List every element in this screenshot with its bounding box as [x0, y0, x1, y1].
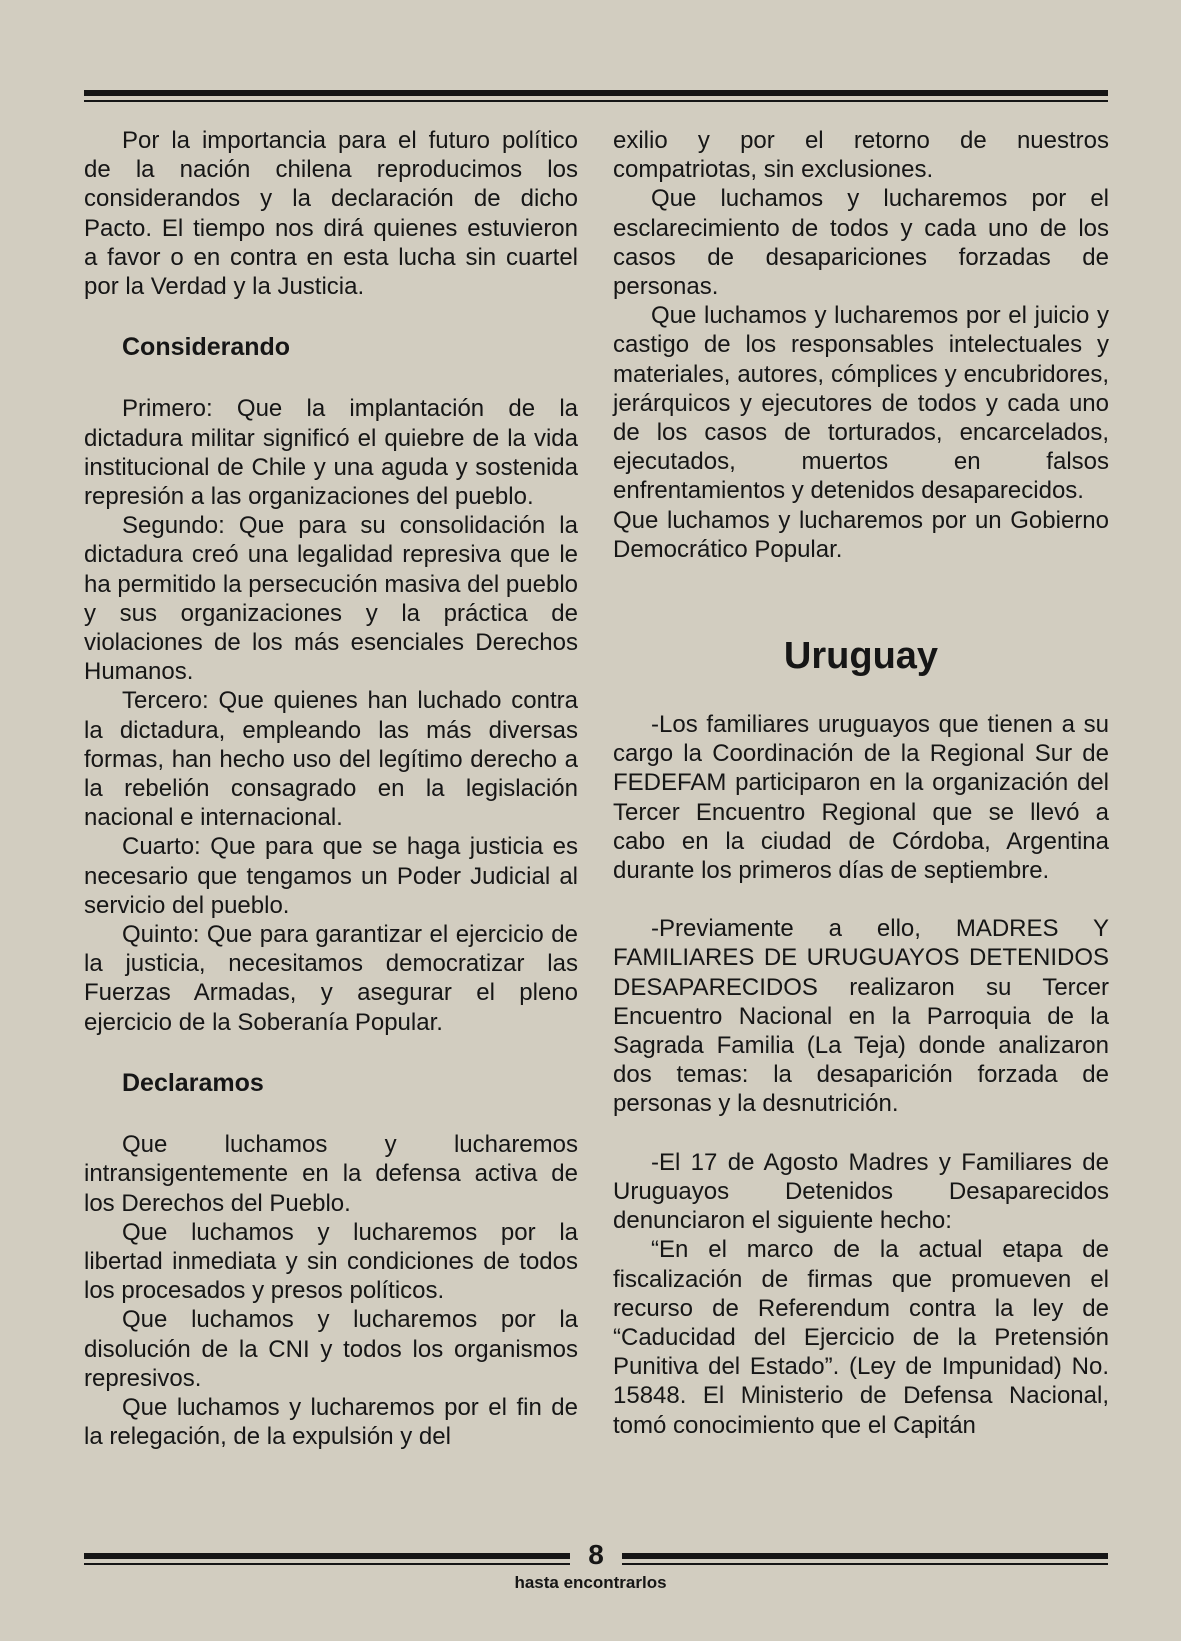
page-number: 8	[588, 1539, 604, 1570]
considerando-quinto: Quinto: Que para garantizar el ejercicio de la justicia, necesitamos democratizar las Fuerzas Armadas, y asegurar el pleno ejercicio de la Soberanía Popular.	[84, 921, 578, 1036]
declaration-2: Que luchamos y lucharemos por la libertad inmediata y sin condiciones de todos los procesados y presos políticos.	[84, 1218, 578, 1305]
footer-rule-right	[622, 1553, 1108, 1565]
declaration-6: Que luchamos y lucharemos por el juicio y castigo de los responsables intelectuales y materiales, autores, cómplices y encubridores, jerárquicos y ejecutores de todos y cada uno de los casos de torturados, encarcelados, ejecutados, muertos en falsos enfrentamientos y detenidos desaparecidos.	[613, 302, 1109, 505]
considerando-cuarto: Cuarto: Que para que se haga justicia es necesario que tengamos un Poder Judicial al servicio del pueblo.	[84, 833, 578, 919]
top-rule	[84, 90, 1108, 102]
considerando-segundo: Segundo: Que para su consolidación la dictadura creó una legalidad represiva que le ha permitido la persecución masiva del pueblo y sus organizaciones y la práctica de violaciones de los más esenciales Derechos Humanos.	[84, 512, 578, 686]
publication-name: hasta encontrarlos	[514, 1573, 667, 1592]
considerando-tercero: Tercero: Que quienes han luchado contra la dictadura, empleando las más diversas formas, han hecho uso del legítimo derecho a la rebelión consagrado en la legislación nacional e internacional.	[84, 687, 578, 832]
declaration-4-continuation: exilio y por el retorno de nuestros compatriotas, sin exclusiones.	[613, 127, 1109, 184]
uruguay-paragraph-3: -El 17 de Agosto Madres y Familiares de Uruguayos Detenidos Desaparecidos denunciaron el siguiente hecho:	[613, 1148, 1109, 1235]
left-column	[84, 126, 578, 1451]
declaration-4: Que luchamos y lucharemos por el fin de la relegación, de la expulsión y del	[84, 1393, 578, 1451]
considerando-primero: Primero: Que la implantación de la dictadura militar significó el quiebre de la vida institucional de Chile y una aguda y sostenida represión a las organizaciones del pueblo.	[84, 395, 578, 511]
declaration-7: Que luchamos y lucharemos por un Gobierno Democrático Popular.	[613, 506, 1109, 563]
declaration-1: Que luchamos y lucharemos intransigentemente en la defensa activa de los Derechos del Pueblo.	[84, 1131, 578, 1217]
uruguay-paragraph-2: -Previamente a ello, MADRES Y FAMILIARES DE URUGUAYOS DETENIDOS DESAPARECIDOS realizaron su Tercer Encuentro Nacional en la Parroquia de la Sagrada Familia (La Teja) donde analizaron dos temas: la desaparición forzada de personas y la desnutrición.	[613, 915, 1109, 1118]
considerando-heading: Considerando	[122, 333, 291, 362]
uruguay-quote: “En el marco de la actual etapa de fiscalización de firmas que promueven el recurso de Referendum contra la ley de “Caducidad del Ejercicio de la Pretensión Punitiva del Estado”. (Ley de Impunidad) No. 15848. El Ministerio de Defensa Nacional, tomó conocimiento que el Capitán	[613, 1236, 1109, 1439]
declaration-5: Que luchamos y lucharemos por el esclarecimiento de todos y cada uno de los casos de desapariciones forzadas de personas.	[613, 185, 1109, 301]
footer-rule-left	[84, 1553, 570, 1565]
uruguay-paragraph-1: -Los familiares uruguayos que tienen a su cargo la Coordinación de la Regional Sur de FEDEFAM participaron en la organización del Tercer Encuentro Regional que se llevó a cabo en la ciudad de Córdoba, Argentina durante los primeros días de septiembre.	[613, 711, 1109, 885]
intro-paragraph: Por la importancia para el futuro político de la nación chilena reproducimos los considerandos y la declaración de dicho Pacto. El tiempo nos dirá quienes estuvieron a favor o en contra en esta lucha sin cuartel por la Verdad y la Justicia.	[84, 127, 578, 301]
declaramos-heading: Declaramos	[122, 1068, 264, 1097]
declaration-3: Que luchamos y lucharemos por la disolución de la CNI y todos los organismos represivos.	[84, 1306, 578, 1392]
right-column	[613, 126, 1109, 1440]
uruguay-title: Uruguay	[783, 635, 939, 678]
